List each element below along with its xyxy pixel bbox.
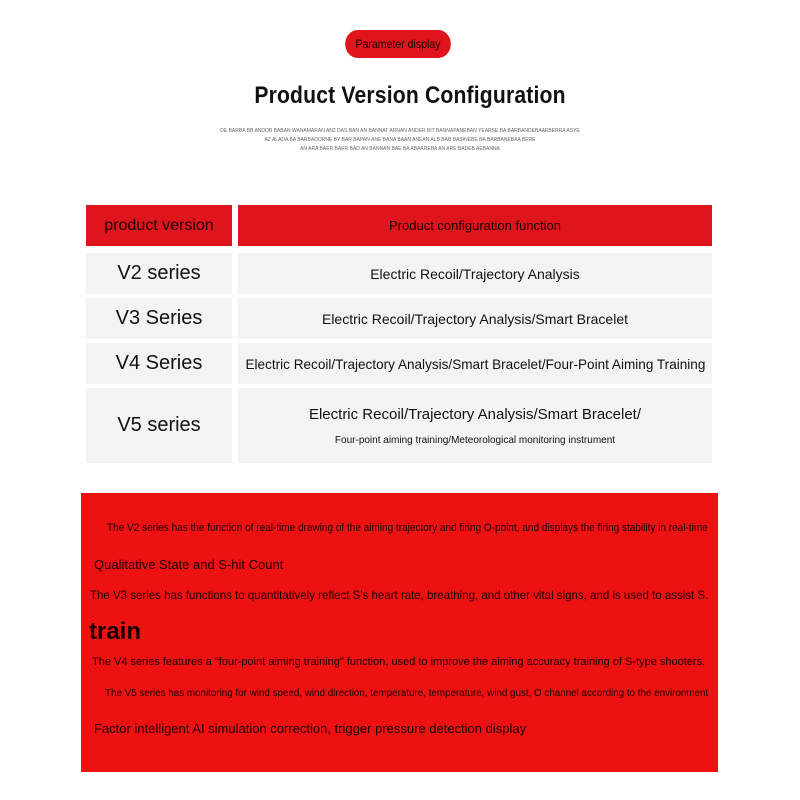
configuration-table	[86, 205, 712, 463]
panel-line-v3-cont: train	[89, 618, 142, 645]
functions-text: Electric Recoil/Trajectory Analysis	[370, 265, 580, 282]
subtitle-line-2: AZ ALADA BA BARBADORNE BY BAR BAPAN ANE BANA BAAN ANEAN ALB BAB BASINEBE BA BARBANEBAA BERE	[264, 137, 536, 143]
panel-line-v4: The V4 series features a "four-point aiming training" function, used to improve the aiming accuracy training of S-type shooters.	[92, 656, 706, 668]
subtitle-line-1: DE BARBA BB ANDOB BABAN WANAMARAN AN2 DAS BAN AN BANNAT ARNAN ANDER BIT BANNAPANEBAN YEARSE BA BARBANDEBAAEBERRA ASYE	[220, 128, 580, 134]
functions-cell	[238, 343, 712, 384]
table-row-v3	[86, 298, 712, 339]
panel-line-v2: The V2 series has the function of real-time drawing of the aiming trajectory and firing O-point, and displays the firing stability in real-time	[107, 522, 708, 534]
badge-label: Parameter display	[355, 37, 441, 51]
functions-text: Electric Recoil/Trajectory Analysis/Smart Bracelet/	[308, 405, 642, 423]
panel-line-v2-cont: Qualitative State and S-hit Count	[94, 557, 284, 572]
panel-line-v5: The V5 series has monitoring for wind speed, wind direction, temperature, temperature, wind gust, O channel according to the environment	[105, 688, 709, 699]
table-row-v4	[86, 343, 712, 384]
header-left-label: product version	[104, 216, 214, 234]
panel-line-v5-cont: Factor intelligent AI simulation correction, trigger pressure detection display	[94, 721, 527, 736]
functions-text: Electric Recoil/Trajectory Analysis/Smart Bracelet	[321, 310, 629, 327]
functions-cell	[238, 253, 712, 294]
header-product-version	[86, 205, 232, 246]
table-row-v5	[86, 388, 712, 463]
page-title: Product Version Configuration	[254, 82, 566, 109]
subtitle-line-3: AN ARA BAER BAER BAD AN BANNAN BAE BA ABAAREBA AN ARE BADEB AEBANNA	[300, 146, 500, 152]
version-cell: V2 series	[86, 253, 232, 294]
version-cell: V4 Series	[86, 343, 232, 384]
panel-line-v3: The V3 series has functions to quantitatively reflect S's heart rate, breathing, and other vital signs, and is used to assist S.	[90, 588, 709, 602]
table-row-v2	[86, 253, 712, 294]
version-cell: V3 Series	[86, 298, 232, 339]
functions-text: Electric Recoil/Trajectory Analysis/Smart Bracelet/Four-Point Aiming Training	[245, 355, 705, 372]
series-description-panel	[81, 493, 718, 772]
functions-cell	[238, 298, 712, 339]
parameter-display-badge	[345, 30, 451, 58]
version-cell: V5 series	[86, 388, 232, 463]
functions-cell	[238, 388, 712, 463]
header-configuration-function	[238, 205, 712, 246]
functions-subtext: Four-point aiming training/Meteorological monitoring instrument	[334, 434, 616, 446]
header-right-label: Product configuration function	[389, 218, 561, 233]
